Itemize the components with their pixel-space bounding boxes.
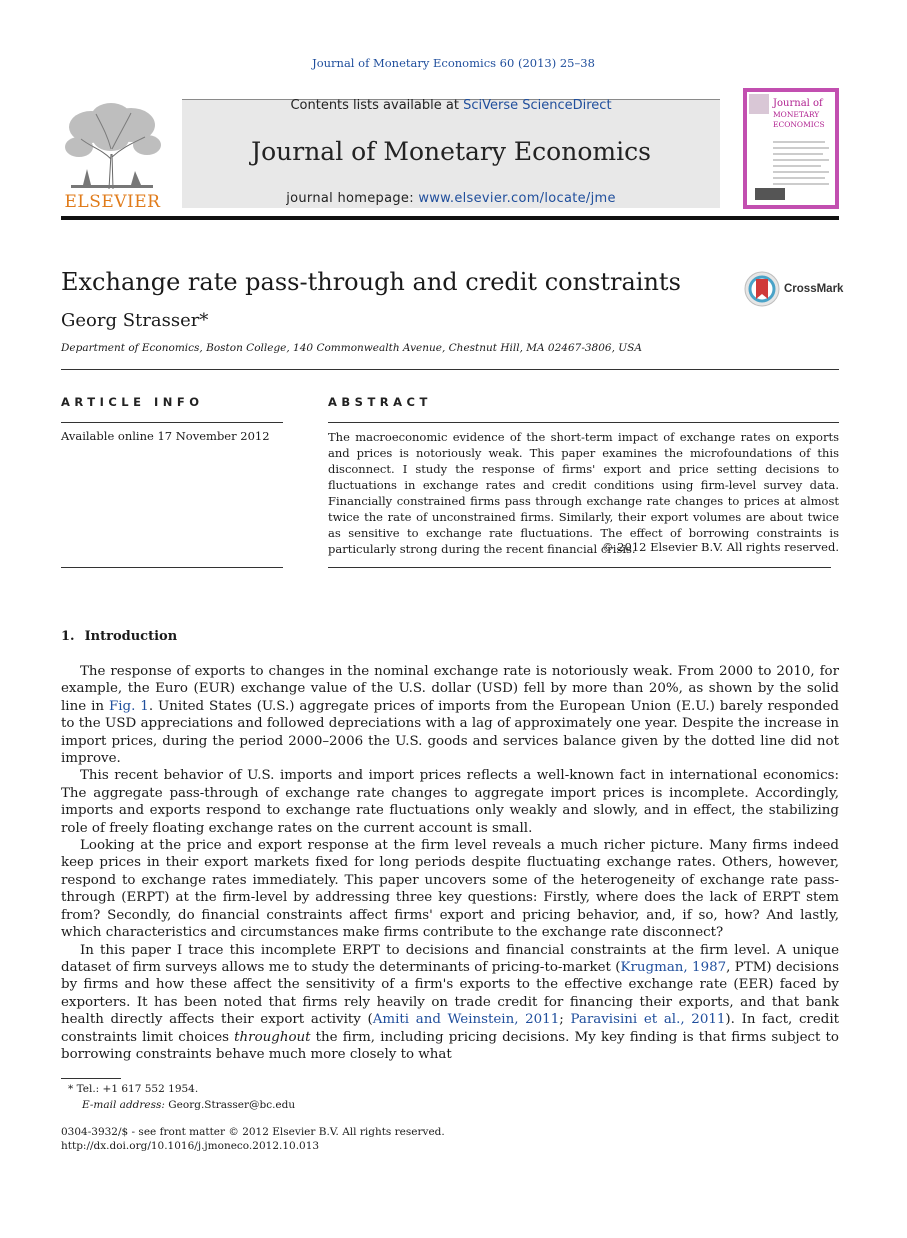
- affiliation: Department of Economics, Boston College, 140 Commonwealth Avenue, Chestnut Hill, MA 02467-3806, USA: [61, 342, 642, 354]
- homepage-link[interactable]: www.elsevier.com/locate/jme: [418, 191, 616, 206]
- journal-cover: [743, 88, 839, 209]
- p4-text-a: In this paper I trace this incomplete ERPT to decisions and financial constraints at the firm level. A unique dataset of firm surveys allows me to study the determinants of pricing-to-market (: [61, 942, 839, 975]
- author-footnote-mark[interactable]: *: [199, 310, 209, 331]
- publisher-name: ELSEVIER: [64, 192, 161, 212]
- abstract-copyright: © 2012 Elsevier B.V. All rights reserved.: [602, 540, 839, 554]
- section-heading: [61, 629, 177, 644]
- paragraph-3: Looking at the price and export response at the firm level reveals a much richer picture. Many firms indeed keep prices in their export markets fixed for long periods despite fluctuating exchange rates. Others, however, respond to exchange rates immediately. This paper uncovers some of the heterogeneity of exchange rate pass-through (ERPT) at the firm-level by addressing three key questions: Firstly, where does the lack of ERPT stem from? Secondly, do financial constraints affect firms' export and pricing behavior, and, if so, how? And lastly, which characteristics and circumstances make firms contribute to the exchange rate disconnect?: [61, 838, 839, 941]
- header-rule: [61, 216, 839, 220]
- homepage-prefix: journal homepage:: [286, 191, 419, 206]
- amiti-weinstein-link[interactable]: Amiti and Weinstein, 2011: [372, 1012, 560, 1028]
- fig1-link[interactable]: Fig. 1: [108, 698, 149, 714]
- author: Georg Strasser: [61, 310, 200, 331]
- paragraph-1: [61, 663, 839, 767]
- cover-title-2: MONETARY: [773, 110, 820, 119]
- p1-text-b: . United States (U.S.) aggregate prices of imports from the European Union (E.U.) barely responded to the USD appreciations and followed depreciations with a lag of approximately one year. Despite the increase in import prices, during the period 2000–2006 the U.S. goods and services balance given by the dotted line did not improve.: [61, 698, 839, 767]
- p4-text-c: ). In fact, credit constraints limit choices: [61, 1012, 839, 1045]
- paravisini-link[interactable]: Paravisini et al., 2011: [570, 1012, 726, 1028]
- sciencedirect-link[interactable]: SciVerse ScienceDirect: [463, 98, 612, 113]
- body-text: [61, 663, 839, 1063]
- journal-citation[interactable]: Journal of Monetary Economics 60 (2013) 25–38: [312, 56, 595, 70]
- paragraph-4: [61, 942, 839, 1064]
- email-label: E-mail address:: [82, 1099, 165, 1111]
- crossmark-label: CrossMark: [784, 283, 844, 295]
- author-name: [61, 310, 208, 331]
- elsevier-logo: [61, 99, 164, 211]
- cover-title-3: ECONOMICS: [773, 120, 825, 129]
- paragraph-2: This recent behavior of U.S. imports and import prices reflects a well-known fact in international economics: The aggregate pass-through of exchange rate changes to aggregate import prices is incomplete. Accordingly, imports and exports respond to exchange rate fluctuations only weakly and slowly, and in effect, the stabilizing role of freely floating exchange rates on the current account is small.: [61, 768, 839, 836]
- footnote-rule: [61, 1078, 121, 1079]
- p1-text-a: The response of exports to changes in the nominal exchange rate is notoriously weak. From 2000 to 2010, for example, the Euro (EUR) exchange value of the U.S. dollar (USD) fell by more than 20%, as shown by the solid line in: [61, 664, 839, 714]
- footnote-email: [82, 1099, 295, 1111]
- doi-link[interactable]: http://dx.doi.org/10.1016/j.jmoneco.2012.10.013: [61, 1140, 320, 1152]
- homepage-line: [182, 191, 720, 206]
- abstract-rule: [328, 422, 839, 423]
- abstract-bottom-rule: [328, 567, 831, 568]
- p4-separator: ;: [559, 1012, 571, 1028]
- contents-line: [182, 98, 720, 113]
- article-info-bottom-rule: [61, 567, 283, 568]
- crossmark-badge[interactable]: [744, 271, 844, 309]
- abstract-heading: ABSTRACT: [328, 395, 432, 409]
- available-online-date: Available online 17 November 2012: [61, 429, 270, 443]
- section-number: 1.: [61, 629, 75, 644]
- footnote-tel: * Tel.: +1 617 552 1954.: [68, 1083, 199, 1095]
- abstract-text: The macroeconomic evidence of the short-term impact of exchange rates on exports and prices is notoriously weak. This paper examines the microfoundations of this disconnect. I study the response of firms' export and price setting decisions to fluctuations in exchange rates and credit conditions using firm-level survey data. Financially constrained firms pass through exchange rate changes to prices at almost twice the rate of unconstrained firms. Similarly, their export volumes are about twice as sensitive to exchange rate fluctuations. The effect of borrowing constraints is particularly strong during the recent financial crisis.: [328, 430, 839, 556]
- journal-name: Journal of Monetary Economics: [251, 137, 651, 166]
- article-title: Exchange rate pass-through and credit constraints: [61, 268, 681, 296]
- p4-text-d: the firm, including pricing decisions. My key finding is that firms subject to borrowing constraints behave much more closely to what: [61, 1029, 839, 1062]
- email-address[interactable]: Georg.Strasser@bc.edu: [164, 1099, 296, 1111]
- cover-title-1: Journal of: [773, 98, 823, 109]
- crossmark-icon: [744, 271, 780, 307]
- article-info-heading: ARTICLE INFO: [61, 395, 204, 409]
- article-info-rule: [61, 422, 283, 423]
- title-rule: [61, 369, 839, 370]
- p4-emphasis: throughout: [234, 1029, 311, 1045]
- section-title: Introduction: [84, 629, 178, 644]
- krugman-link[interactable]: Krugman, 1987: [620, 959, 727, 975]
- contents-prefix: Contents lists available at: [290, 98, 464, 113]
- issn-line: 0304-3932/$ - see front matter © 2012 Elsevier B.V. All rights reserved.: [61, 1126, 445, 1138]
- p4-text-b: , PTM) decisions by firms and how these affect the sensitivity of a firm's exports to the effective exchange rate (EER) faced by exporters. It has been noted that firms rely heavily on trade credit for financing their exports, and that bank health directly affects their export activity (: [61, 959, 840, 1028]
